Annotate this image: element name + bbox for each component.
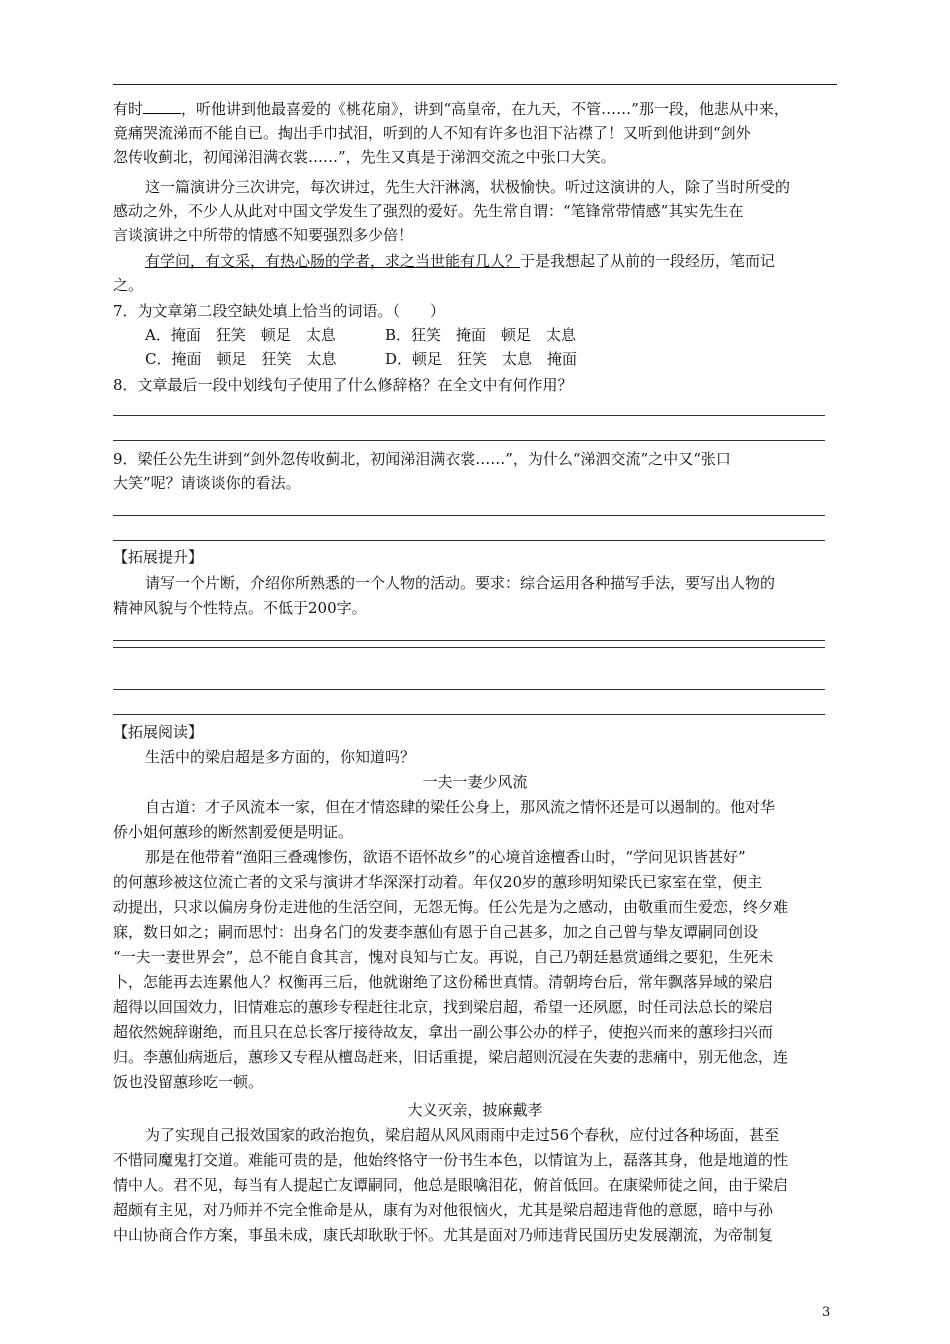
reading-line: 自古道：才子风流本一家，但在才情恣肆的梁任公身上，那风流之情怀还是可以遏制的。他对华: [145, 798, 776, 816]
section-title-reading: 【拓展阅读】: [113, 723, 204, 741]
passage-line: 有时 ，听他讲到他最喜爱的《桃花扇》，讲到“高皇帝，在九天，不管……”那一段，他悲从中来，: [113, 100, 789, 118]
passage-line: 这一篇演讲分三次讲完，每次讲过，先生大汗淋漓，状极愉快。听过这演讲的人，除了当时所受的: [145, 178, 791, 196]
reading-line: 超得以回国效力，旧情难忘的蕙珍专程赶往北京，找到梁启超，希望一还夙愿，时任司法总长的梁启: [113, 998, 774, 1016]
reading-line: 超颇有主见，对乃师并不完全惟命是从，康有为对他很恼火，尤其是梁启超违背他的意愿，暗中与孙: [113, 1201, 774, 1219]
question-7: 7．为文章第二段空缺处填上恰当的词语。（ ）: [113, 302, 446, 320]
section-title-expand: 【拓展提升】: [113, 548, 204, 566]
reading-line: 超依然婉辞谢绝，而且只在总长客厅接待故友，拿出一副公事公办的样子，使抱兴而来的蕙珍扫兴而: [113, 1023, 774, 1041]
question-8: 8．文章最后一段中划线句子使用了什么修辞格？在全文中有何作用？: [113, 376, 573, 394]
reading-line: 的何蕙珍被这位流亡者的文采与演讲才华深深打动着。年仅20岁的蕙珍明知梁氏已家室在堂，便主: [113, 873, 763, 891]
question-9-cont: 大笑”呢？请谈谈你的看法。: [113, 474, 301, 492]
top-rule: [113, 84, 837, 85]
reading-line: 卜，怎能再去连累他人？权衡再三后，他就谢绝了这份稀世真情。清朝垮台后，常年飘落异域的梁启: [113, 973, 774, 991]
answer-line[interactable]: [113, 515, 825, 516]
reading-line: 中山协商合作方案，事虽未成，康氏却耿耿于怀。尤其是面对乃师违背民国历史发展潮流，为帝制复: [113, 1226, 774, 1244]
passage-line: 言谈演讲之中所带的情感不知要强烈多少倍！: [113, 226, 414, 244]
passage-line: 有学问，有文采，有热心肠的学者，求之当世能有几人？于是我想起了从前的一段经历，笔而记: [145, 252, 776, 270]
passage-line: 之。: [113, 276, 144, 294]
passage-line: 忽传收蓟北，初闻涕泪满衣裳……”，先生又真是于涕泗交流之中张口大笑。: [113, 148, 616, 166]
reading-intro: 生活中的梁启超是多方面的，你知道吗？: [145, 748, 416, 766]
reading-line: “一夫一妻世界会”，总不能自食其言，愧对良知与亡友。再说，自己乃朝廷悬赏通缉之要犯，生死未: [113, 948, 774, 966]
answer-line[interactable]: [113, 640, 825, 641]
page-number: 3: [822, 1305, 831, 1320]
reading-line: 归。李蕙仙病逝后，蕙珍又专程从檀岛赶来，旧话重提，梁启超则沉浸在失妻的悲痛中，别无他念，连: [113, 1048, 789, 1066]
reading-heading-1: 一夫一妻少风流: [422, 773, 528, 791]
expand-prompt: 精神风貌与个性特点。不低于200字。: [113, 599, 367, 617]
option-a[interactable]: A．掩面 狂笑 顿足 太息: [145, 326, 336, 344]
answer-line[interactable]: [113, 415, 825, 416]
reading-line: 寐，数日如之；嗣而思忖：出身名门的发妻李蕙仙有恩于自己甚多，加之自己曾与挚友谭嗣同创设: [113, 923, 759, 941]
option-c[interactable]: C．掩面 顿足 狂笑 太息: [145, 350, 337, 368]
underlined-sentence: 有学问，有文采，有热心肠的学者，求之当世能有几人？: [145, 252, 521, 270]
reading-line: 为了实现自己报效国家的政治抱负，梁启超从风风雨雨中走过56个春秋，应付过各种场面，甚至: [145, 1126, 780, 1144]
question-9: 9．梁任公先生讲到“剑外忽传收蓟北，初闻涕泪满衣裳……”，为什么“涕泗交流”之中又“张口: [113, 450, 731, 468]
answer-blank[interactable]: [143, 99, 181, 114]
reading-line: 那是在他带着“渔阳三叠魂惨伤，欲语不语怀故乡”的心境首途檀香山时，“学问见识皆甚好”: [145, 848, 746, 866]
answer-line[interactable]: [113, 714, 825, 715]
answer-line[interactable]: [113, 440, 825, 441]
passage-line: 竟痛哭流涕而不能自已。掏出手巾拭泪，听到的人不知有许多也泪下沾襟了！又听到他讲到“剑外: [113, 124, 751, 142]
option-d[interactable]: D．顿足 狂笑 太息 掩面: [385, 350, 578, 368]
reading-heading-2: 大义灭亲，披麻戴孝: [407, 1101, 543, 1119]
reading-line: 情中人。君不见，每当有人提起亡友谭嗣同，他总是眼噙泪花，俯首低回。在康梁师徒之间，由于梁启: [113, 1176, 789, 1194]
expand-prompt: 请写一个片断，介绍你所熟悉的一个人物的活动。要求：综合运用各种描写手法，要写出人物的: [145, 574, 776, 592]
answer-line[interactable]: [113, 540, 825, 541]
reading-line: 侨小姐何蕙珍的断然割爱便是明证。: [113, 823, 354, 841]
reading-line: 饭也没留蕙珍吃一顿。: [113, 1073, 264, 1091]
option-b[interactable]: B．狂笑 掩面 顿足 太息: [385, 326, 577, 344]
reading-line: 动提出，只求以偏房身份走进他的生活空间，无怨无悔。任公先是为之感动，由敬重而生爱恋，终夕难: [113, 898, 789, 916]
answer-line[interactable]: [113, 647, 825, 648]
answer-line[interactable]: [113, 689, 825, 690]
reading-line: 不惜同魔鬼打交道。难能可贵的是，他始终恪守一份书生本色，以情谊为上，磊落其身，他是地道的性: [113, 1151, 789, 1169]
passage-line: 感动之外，不少人从此对中国文学发生了强烈的爱好。先生常自谓：“笔锋常带情感”其实先生在: [113, 202, 744, 220]
